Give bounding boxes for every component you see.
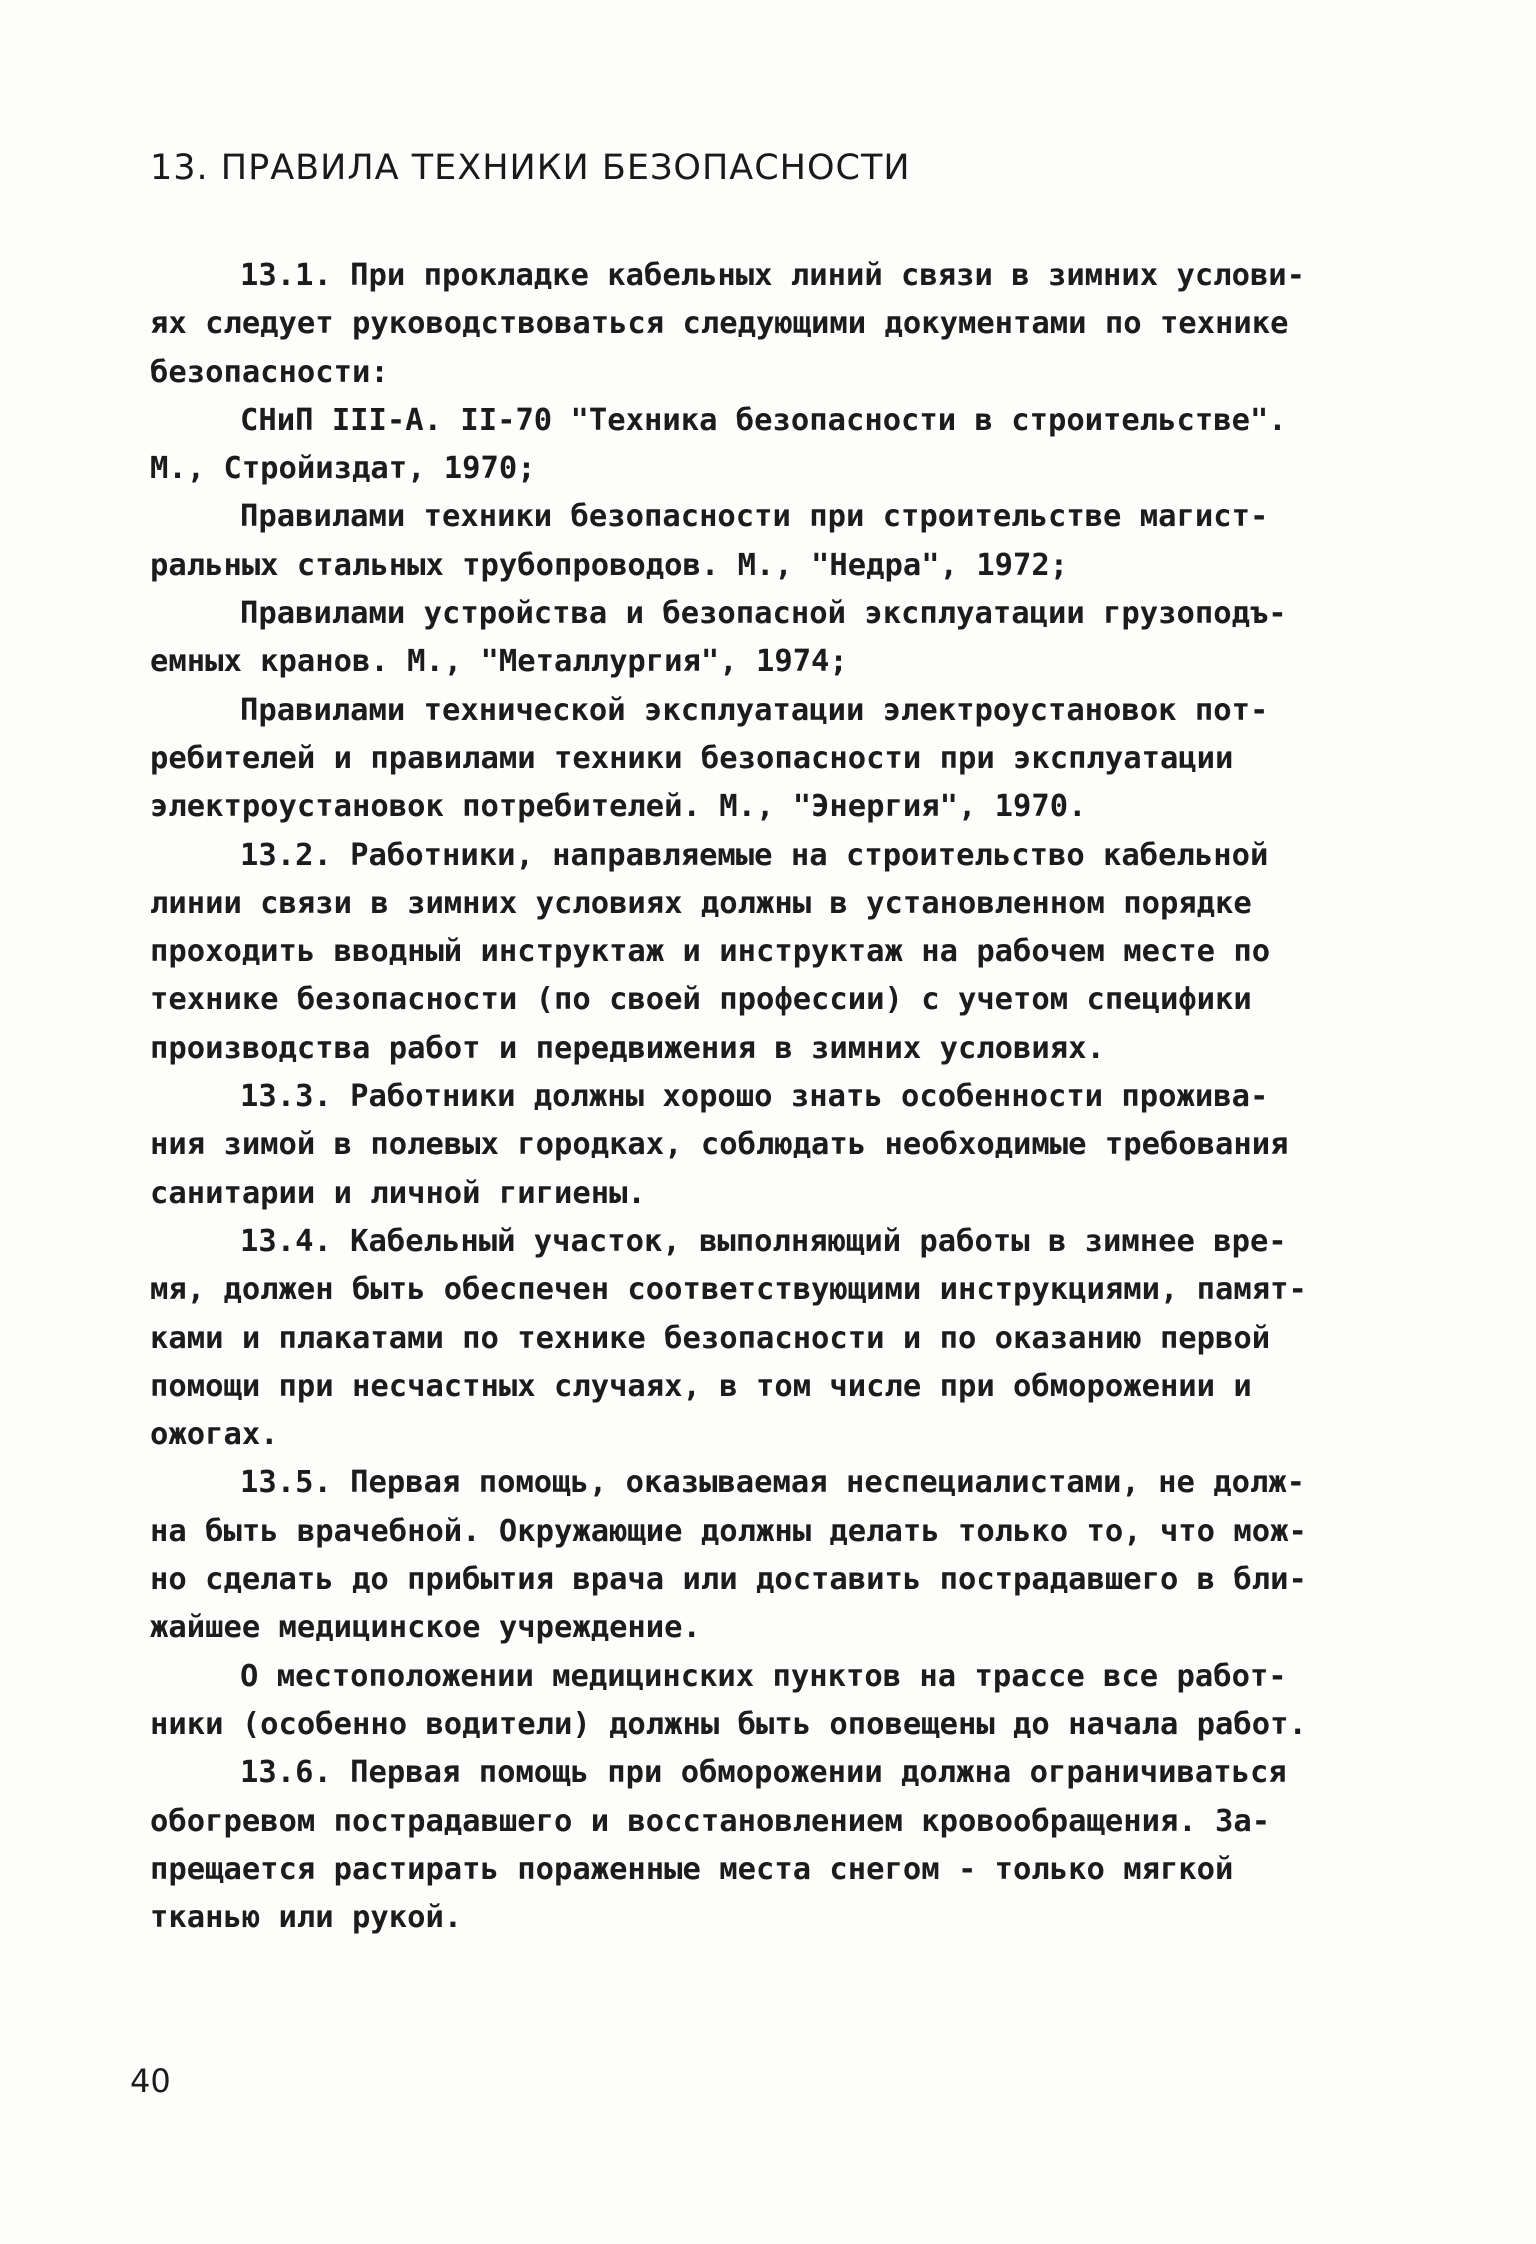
text-line: помощи при несчастных случаях, в том числе при обморожении и bbox=[150, 1368, 1252, 1404]
text-line: 13.6. Первая помощь при обморожении должна ограничиваться bbox=[240, 1755, 1287, 1791]
text-line: технике безопасности (по своей профессии) с учетом специфики bbox=[150, 982, 1252, 1018]
text-line: прещается растирать пораженные места снегом - только мягкой bbox=[150, 1851, 1234, 1887]
text-line: емных кранов. М., "Металлургия", 1974; bbox=[150, 644, 848, 680]
text-line: санитарии и личной гигиены. bbox=[150, 1175, 646, 1211]
text-line: проходить вводный инструктаж и инструктаж на рабочем месте по bbox=[150, 934, 1271, 970]
text-line: мя, должен быть обеспечен соответствующими инструкциями, памят- bbox=[150, 1272, 1307, 1308]
text-line: производства работ и передвижения в зимних условиях. bbox=[150, 1030, 1105, 1066]
text-line: но сделать до прибытия врача или доставить пострадавшего в бли- bbox=[150, 1562, 1307, 1598]
page-number: 40 bbox=[130, 2062, 171, 2100]
text-line: ях следует руководствоваться следующими документами по технике bbox=[150, 306, 1289, 342]
text-line: Правилами техники безопасности при строительстве магист- bbox=[240, 499, 1269, 535]
text-line: О местоположении медицинских пунктов на трассе все работ- bbox=[240, 1658, 1287, 1694]
text-line: Правилами устройства и безопасной эксплуатации грузоподъ- bbox=[240, 596, 1287, 632]
text-line: Правилами технической эксплуатации электроустановок пот- bbox=[240, 692, 1269, 728]
text-line: ками и плакатами по технике безопасности и по оказанию первой bbox=[150, 1320, 1271, 1356]
text-line: 13.2. Работники, направляемые на строительство кабельной bbox=[240, 837, 1269, 873]
text-line: 13.1. При прокладке кабельных линий связи в зимних услови- bbox=[240, 258, 1306, 293]
text-line: безопасности: bbox=[150, 354, 389, 390]
text-line: электроустановок потребителей. М., "Энергия", 1970. bbox=[150, 789, 1087, 825]
text-line: на быть врачебной. Окружающие должны делать только то, что мож- bbox=[150, 1513, 1307, 1549]
text-line: ральных стальных трубопроводов. М., "Недра", 1972; bbox=[150, 547, 1069, 583]
text-line: 13.3. Работники должны хорошо знать особенности прожива- bbox=[240, 1079, 1269, 1115]
section-body bbox=[150, 252, 1410, 1942]
text-line: тканью или рукой. bbox=[150, 1900, 463, 1936]
text-line: линии связи в зимних условиях должны в установленном порядке bbox=[150, 885, 1252, 921]
text-line: ребителей и правилами техники безопасности при эксплуатации bbox=[150, 740, 1234, 776]
text-line: 13.4. Кабельный участок, выполняющий работы в зимнее вре- bbox=[240, 1223, 1287, 1259]
section-heading: 13. ПРАВИЛА ТЕХНИКИ БЕЗОПАСНОСТИ bbox=[150, 148, 911, 188]
text-line: М., Стройиздат, 1970; bbox=[150, 451, 536, 487]
text-line: обогревом пострадавшего и восстановлением кровообращения. За- bbox=[150, 1803, 1271, 1839]
text-line: СНиП III-А. II-70 "Техника безопасности в строительстве". bbox=[240, 402, 1287, 438]
text-line: ожогах. bbox=[150, 1417, 279, 1453]
text-line: жайшее медицинское учреждение. bbox=[150, 1610, 701, 1646]
text-line: ники (особенно водители) должны быть оповещены до начала работ. bbox=[150, 1706, 1307, 1742]
text-line: ния зимой в полевых городках, соблюдать необходимые требования bbox=[150, 1127, 1289, 1163]
text-line: 13.5. Первая помощь, оказываемая неспециалистами, не долж- bbox=[240, 1465, 1306, 1501]
